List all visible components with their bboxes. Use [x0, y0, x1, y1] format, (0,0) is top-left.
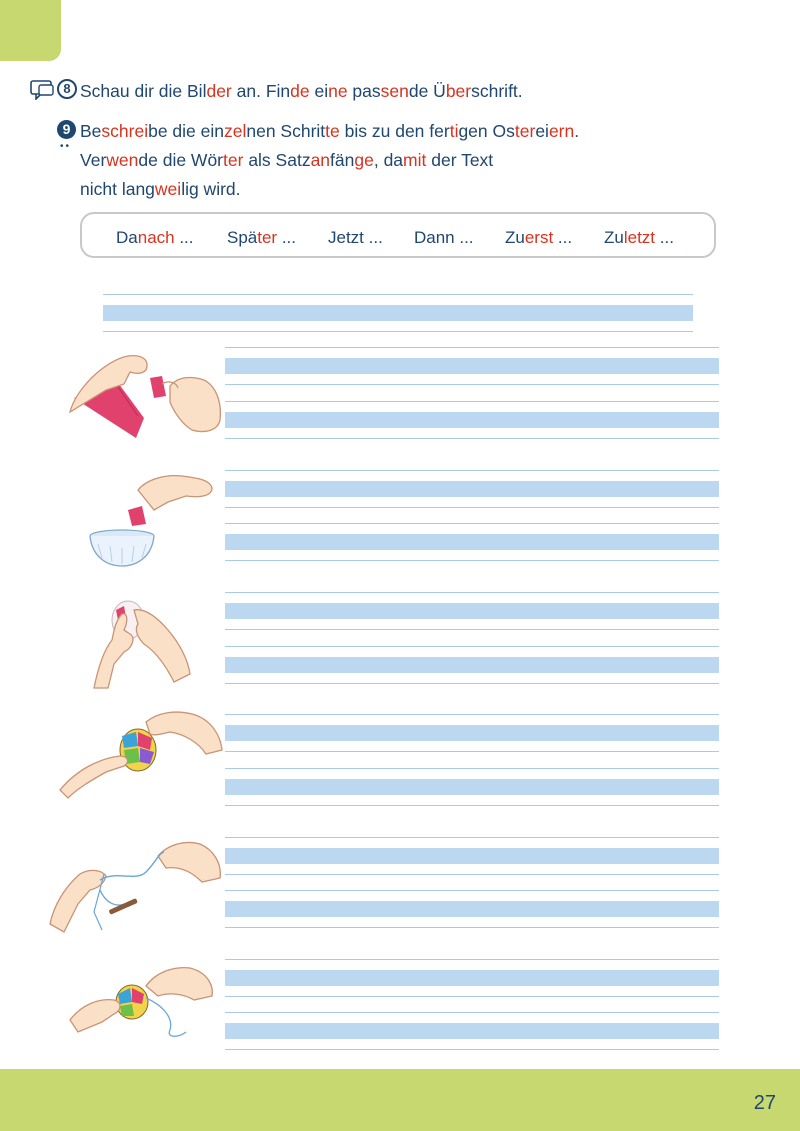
- syllable-red: de: [290, 81, 310, 101]
- task-8-text: [80, 81, 523, 102]
- word-zuerst: [505, 228, 572, 248]
- text-segment: Dann ...: [414, 228, 474, 247]
- syllable-red: der: [206, 81, 232, 101]
- text-segment: ...: [174, 228, 194, 247]
- syllable-red: sen: [380, 81, 409, 101]
- corner-tab: [0, 0, 61, 61]
- writing-line[interactable]: [225, 646, 719, 684]
- step-3-illustration: [84, 590, 194, 690]
- text-segment: ei: [535, 121, 549, 141]
- speech-bubble-icon: [30, 80, 54, 100]
- task-9-dots: ••: [60, 141, 72, 152]
- text-segment: Schau dir die Bil: [80, 81, 207, 101]
- syllable-red: wei: [154, 179, 182, 199]
- step-1-illustration: [66, 350, 222, 442]
- word-spaeter: [227, 228, 296, 248]
- text-segment: nen Schrit: [246, 121, 326, 141]
- text-segment: , da: [373, 150, 404, 170]
- footer-bar: [0, 1069, 800, 1131]
- syllable-red: erst: [524, 228, 554, 247]
- text-segment: ei: [309, 81, 329, 101]
- writing-line[interactable]: [225, 470, 719, 508]
- text-segment: schrift.: [471, 81, 523, 101]
- text-segment: nicht lang: [80, 179, 155, 199]
- writing-line[interactable]: [225, 768, 719, 806]
- writing-line[interactable]: [225, 347, 719, 385]
- syllable-red: schrei: [101, 121, 149, 141]
- writing-line[interactable]: [225, 714, 719, 752]
- task-9-line-2: [80, 150, 493, 171]
- writing-line[interactable]: [225, 592, 719, 630]
- step-4-illustration: [58, 706, 224, 802]
- text-segment: Be: [80, 121, 102, 141]
- word-dann: [414, 228, 474, 248]
- text-segment: be die ein: [148, 121, 224, 141]
- page-number: 27: [753, 1092, 776, 1114]
- text-segment: Jetzt ...: [328, 228, 383, 247]
- word-danach: [116, 228, 194, 248]
- word-bank: [80, 212, 716, 258]
- syllable-red: nach: [137, 228, 175, 247]
- text-segment: de die Wör: [138, 150, 224, 170]
- writing-line[interactable]: [225, 523, 719, 561]
- text-segment: .: [574, 121, 580, 141]
- syllable-red: ter: [257, 228, 278, 247]
- text-segment: ...: [277, 228, 296, 247]
- text-segment: pas: [347, 81, 381, 101]
- task-9-line-3: [80, 179, 241, 200]
- text-segment: Da: [116, 228, 138, 247]
- step-2-illustration: [72, 462, 222, 574]
- syllable-red: ti: [449, 121, 459, 141]
- syllable-red: an: [310, 150, 331, 170]
- syllable-red: wen: [106, 150, 139, 170]
- text-segment: Zu: [604, 228, 624, 247]
- text-segment: fän: [330, 150, 355, 170]
- text-segment: ...: [655, 228, 674, 247]
- text-segment: an. Fin: [231, 81, 291, 101]
- task-9-line-1: [80, 121, 579, 142]
- title-writing-line[interactable]: [103, 294, 693, 332]
- syllable-red: zel: [224, 121, 247, 141]
- syllable-red: ter: [223, 150, 244, 170]
- word-zuletzt: [604, 228, 674, 248]
- syllable-red: ter: [514, 121, 536, 141]
- word-jetzt: [328, 228, 383, 248]
- syllable-red: ern: [548, 121, 575, 141]
- writing-line[interactable]: [225, 959, 719, 997]
- syllable-red: ber: [445, 81, 472, 101]
- task-8-number: 8: [57, 79, 77, 99]
- text-segment: ...: [553, 228, 573, 247]
- text-segment: lig wird.: [181, 179, 241, 199]
- writing-line[interactable]: [225, 890, 719, 928]
- step-6-illustration: [66, 958, 216, 1042]
- text-segment: de Ü: [408, 81, 446, 101]
- step-5-illustration: [46, 834, 222, 936]
- text-segment: Spä: [227, 228, 258, 247]
- writing-line[interactable]: [225, 1012, 719, 1050]
- text-segment: der Text: [426, 150, 494, 170]
- text-segment: Zu: [505, 228, 525, 247]
- syllable-red: mit: [403, 150, 427, 170]
- syllable-red: ne: [328, 81, 348, 101]
- text-segment: als Satz: [243, 150, 311, 170]
- task-9-number: 9: [57, 120, 76, 139]
- writing-line[interactable]: [225, 837, 719, 875]
- text-segment: gen Os: [458, 121, 515, 141]
- syllable-red: te: [325, 121, 340, 141]
- writing-line[interactable]: [225, 401, 719, 439]
- text-segment: Ver: [80, 150, 107, 170]
- syllable-red: ge: [354, 150, 374, 170]
- syllable-red: letzt: [623, 228, 656, 247]
- text-segment: bis zu den fer: [339, 121, 450, 141]
